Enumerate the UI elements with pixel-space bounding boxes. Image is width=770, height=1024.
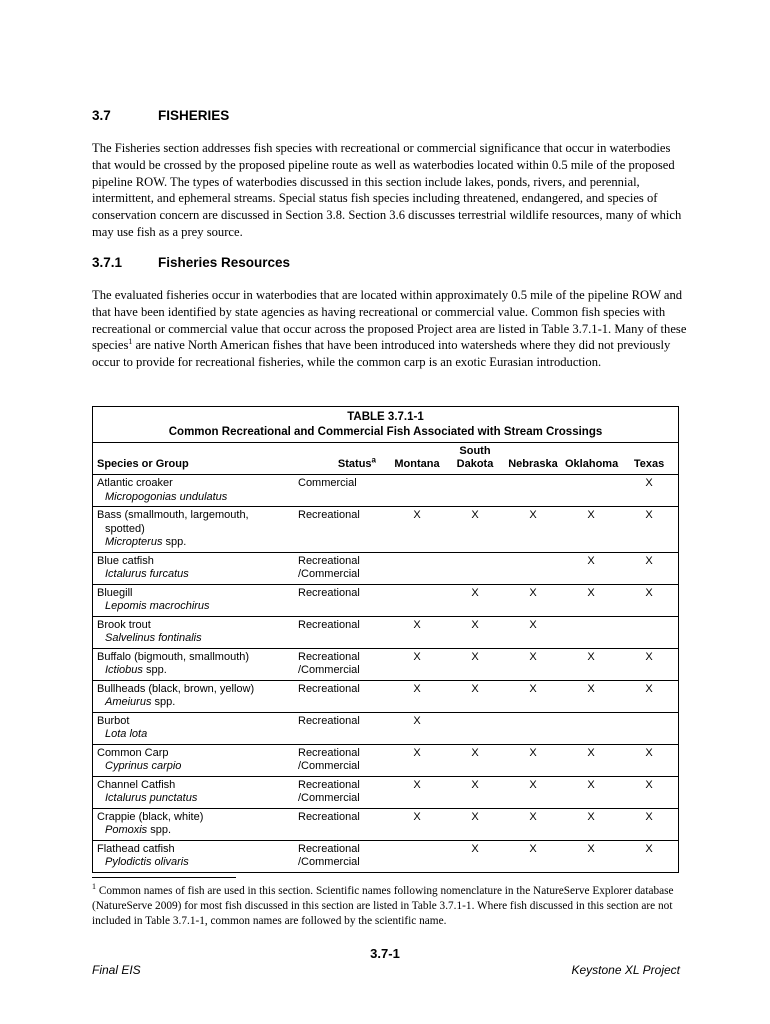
texas-cell: X xyxy=(620,584,678,616)
south-dakota-cell: X xyxy=(446,507,504,553)
col-oklahoma: Oklahoma xyxy=(562,443,620,475)
texas-cell: X xyxy=(620,507,678,553)
resources-paragraph xyxy=(92,287,692,371)
col-species: Species or Group xyxy=(93,443,295,475)
species-cell: Buffalo (bigmouth, smallmouth) Ictiobus spp. xyxy=(93,648,295,680)
montana-cell: X xyxy=(388,507,446,553)
south-dakota-cell xyxy=(446,712,504,744)
page-number: 3.7-1 xyxy=(370,946,400,961)
montana-cell: X xyxy=(388,776,446,808)
montana-cell xyxy=(388,552,446,584)
south-dakota-cell: X xyxy=(446,648,504,680)
table-row xyxy=(93,584,678,616)
nebraska-cell: X xyxy=(504,680,562,712)
table-label: TABLE 3.7.1-1 xyxy=(347,411,424,423)
nebraska-cell xyxy=(504,475,562,507)
table-row xyxy=(93,840,678,872)
montana-cell: X xyxy=(388,648,446,680)
table-row xyxy=(93,648,678,680)
footnote xyxy=(92,884,692,930)
species-cell: Blue catfish Ictalurus furcatus xyxy=(93,552,295,584)
south-dakota-cell: X xyxy=(446,680,504,712)
texas-cell: X xyxy=(620,552,678,584)
texas-cell: X xyxy=(620,776,678,808)
species-cell: Flathead catfish Pylodictis olivaris xyxy=(93,840,295,872)
montana-cell xyxy=(388,584,446,616)
oklahoma-cell: X xyxy=(562,507,620,553)
col-nebraska: Nebraska xyxy=(504,443,562,475)
status-cell: Recreational /Commercial xyxy=(295,840,388,872)
montana-cell: X xyxy=(388,712,446,744)
table-row xyxy=(93,475,678,507)
texas-cell xyxy=(620,616,678,648)
table-row xyxy=(93,680,678,712)
status-cell: Recreational xyxy=(295,584,388,616)
texas-cell: X xyxy=(620,680,678,712)
species-cell: Bass (smallmouth, largemouth, spotted) Micropterus spp. xyxy=(93,507,295,553)
col-south-dakota: South Dakota xyxy=(446,443,504,475)
footnote-text: Common names of fish are used in this section. Scientific names following nomenclature in the NatureServe Explorer database (NatureServe 2009) for most fish discussed in this section are listed in Table 3.7.1-1. Where fish discussed in this section are not included in Table 3.7.1-1, common names are followed by the scientific name. xyxy=(92,885,674,928)
status-cell: Recreational xyxy=(295,680,388,712)
species-cell: Common Carp Cyprinus carpio xyxy=(93,744,295,776)
species-cell: Brook trout Salvelinus fontinalis xyxy=(93,616,295,648)
status-cell: Recreational /Commercial xyxy=(295,648,388,680)
montana-cell xyxy=(388,840,446,872)
table-row xyxy=(93,616,678,648)
south-dakota-cell: X xyxy=(446,840,504,872)
fish-data-table xyxy=(93,443,678,873)
resources-text-a: The evaluated fisheries occur in waterbodies that are located within approximately 0.5 mile of the pipeline ROW and that have been identified by state agencies as having recreational or commercial value. Common fish species with recreational or commercial value that occur across the proposed Project area are listed in Table 3.7.1-1. Many of these species xyxy=(92,288,687,353)
south-dakota-cell: X xyxy=(446,616,504,648)
table-row xyxy=(93,552,678,584)
oklahoma-cell: X xyxy=(562,648,620,680)
south-dakota-cell: X xyxy=(446,776,504,808)
species-cell: Crappie (black, white) Pomoxis spp. xyxy=(93,808,295,840)
table-row xyxy=(93,776,678,808)
montana-cell: X xyxy=(388,616,446,648)
table-row xyxy=(93,808,678,840)
south-dakota-cell: X xyxy=(446,808,504,840)
oklahoma-cell: X xyxy=(562,840,620,872)
nebraska-cell: X xyxy=(504,584,562,616)
col-texas: Texas xyxy=(620,443,678,475)
oklahoma-cell xyxy=(562,712,620,744)
species-cell: Burbot Lota lota xyxy=(93,712,295,744)
montana-cell: X xyxy=(388,808,446,840)
oklahoma-cell xyxy=(562,616,620,648)
nebraska-cell: X xyxy=(504,507,562,553)
col-montana: Montana xyxy=(388,443,446,475)
texas-cell: X xyxy=(620,808,678,840)
nebraska-cell: X xyxy=(504,840,562,872)
subsection-number: 3.7.1 xyxy=(92,255,123,270)
footer-right: Keystone XL Project xyxy=(571,963,680,977)
table-title xyxy=(93,407,678,443)
species-cell: Atlantic croaker Micropogonias undulatus xyxy=(93,475,295,507)
section-title: FISHERIES xyxy=(158,108,230,123)
oklahoma-cell: X xyxy=(562,584,620,616)
oklahoma-cell: X xyxy=(562,552,620,584)
resources-text-b: are native North American fishes that have been introduced into watersheds where they did not previously occur to provide for recreational fisheries, while the common carp is an exotic Eurasian introduction. xyxy=(92,338,671,370)
oklahoma-cell: X xyxy=(562,776,620,808)
table-row xyxy=(93,507,678,553)
texas-cell: X xyxy=(620,475,678,507)
oklahoma-cell xyxy=(562,475,620,507)
oklahoma-cell: X xyxy=(562,680,620,712)
species-cell: Channel Catfish Ictalurus punctatus xyxy=(93,776,295,808)
texas-cell: X xyxy=(620,648,678,680)
species-cell: Bluegill Lepomis macrochirus xyxy=(93,584,295,616)
status-cell: Recreational /Commercial xyxy=(295,776,388,808)
nebraska-cell: X xyxy=(504,616,562,648)
oklahoma-cell: X xyxy=(562,808,620,840)
texas-cell: X xyxy=(620,840,678,872)
south-dakota-cell: X xyxy=(446,744,504,776)
south-dakota-cell xyxy=(446,475,504,507)
nebraska-cell: X xyxy=(504,648,562,680)
footer-left: Final EIS xyxy=(92,963,141,977)
species-cell: Bullheads (black, brown, yellow) Ameiurus spp. xyxy=(93,680,295,712)
montana-cell xyxy=(388,475,446,507)
footnote-divider xyxy=(92,877,236,878)
status-cell: Recreational /Commercial xyxy=(295,744,388,776)
section-number: 3.7 xyxy=(92,108,111,123)
nebraska-cell: X xyxy=(504,808,562,840)
montana-cell: X xyxy=(388,744,446,776)
col-status: Status$^a$ xyxy=(295,443,388,475)
montana-cell: X xyxy=(388,680,446,712)
status-cell: Recreational xyxy=(295,507,388,553)
south-dakota-cell: X xyxy=(446,584,504,616)
south-dakota-cell xyxy=(446,552,504,584)
table-header-row xyxy=(93,443,678,475)
table-row xyxy=(93,712,678,744)
texas-cell xyxy=(620,712,678,744)
subsection-heading xyxy=(92,255,290,270)
table-caption: Common Recreational and Commercial Fish Associated with Stream Crossings xyxy=(168,426,603,438)
nebraska-cell: X xyxy=(504,744,562,776)
nebraska-cell: X xyxy=(504,776,562,808)
status-cell: Commercial xyxy=(295,475,388,507)
table-row xyxy=(93,744,678,776)
oklahoma-cell: X xyxy=(562,744,620,776)
status-cell: Recreational /Commercial xyxy=(295,552,388,584)
section-heading xyxy=(92,108,229,123)
footnote-marker: 1 xyxy=(92,882,96,892)
footnote-ref: 1 xyxy=(128,337,133,347)
fish-table xyxy=(92,406,679,873)
status-cell: Recreational xyxy=(295,808,388,840)
nebraska-cell xyxy=(504,552,562,584)
nebraska-cell xyxy=(504,712,562,744)
subsection-title: Fisheries Resources xyxy=(158,255,291,270)
status-cell: Recreational xyxy=(295,712,388,744)
intro-paragraph: The Fisheries section addresses fish species with recreational or commercial significance that occur in waterbodies that would be crossed by the proposed pipeline route as well as waterbodies located within 0.5 mile of the proposed pipeline ROW. The types of waterbodies discussed in this section include lakes, ponds, rivers, and perennial, intermittent, and ephemeral streams. Special status fish species including threatened, endangered, and species of conservation concern are discussed in Section 3.8. Section 3.6 discusses terrestrial wildlife resources, many of which may use fish as a prey source. xyxy=(92,141,682,239)
texas-cell: X xyxy=(620,744,678,776)
status-cell: Recreational xyxy=(295,616,388,648)
